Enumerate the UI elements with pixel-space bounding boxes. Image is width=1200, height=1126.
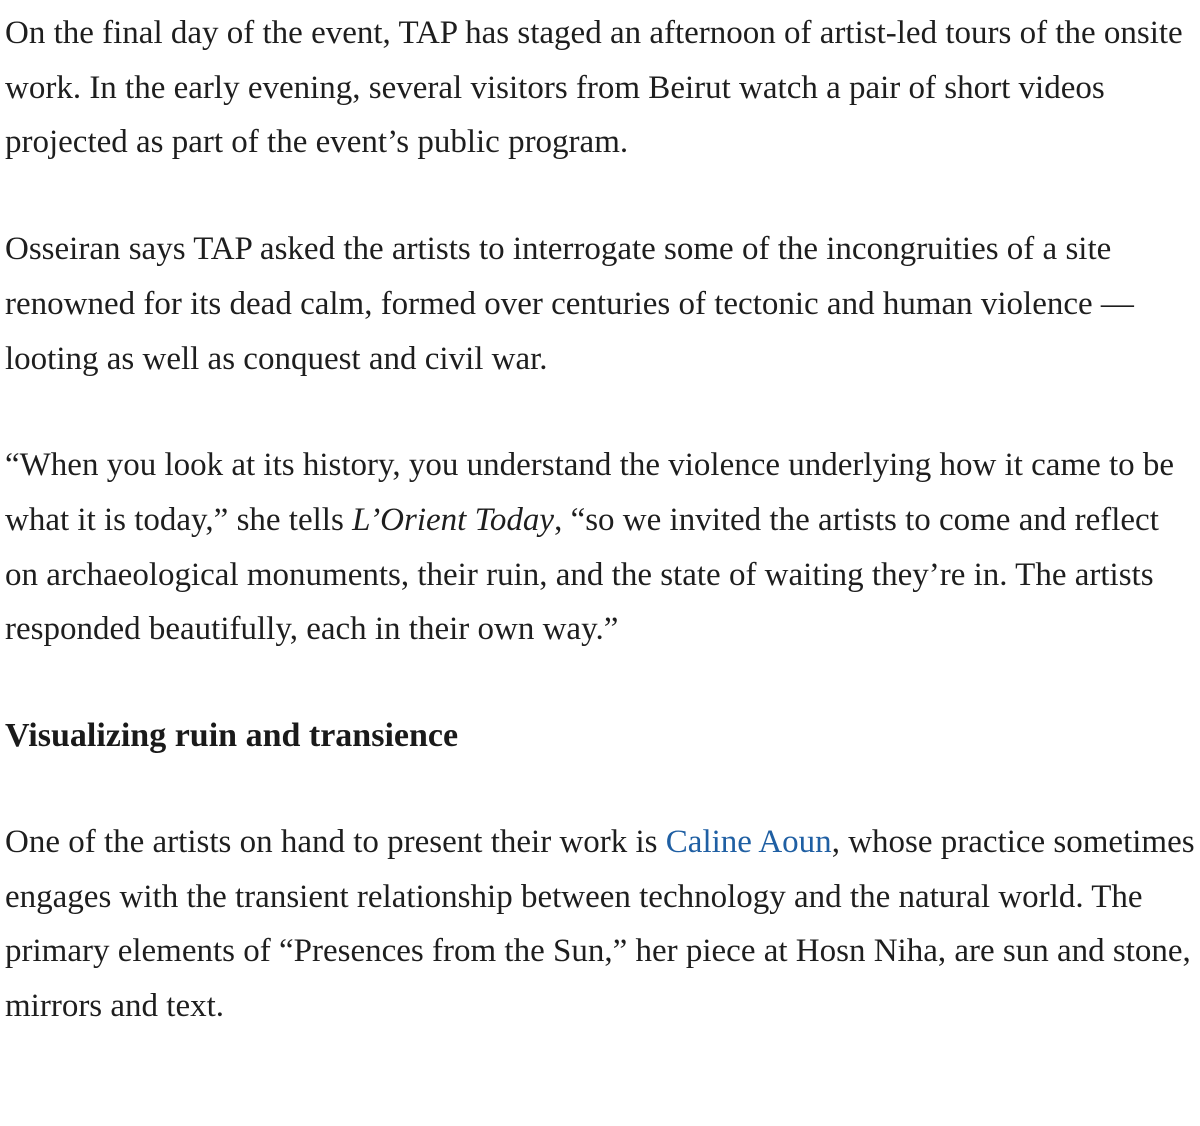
quote-text-start: “When you look at its history, you understand the violence underlying how it came to be what it is today,” she tells (5, 447, 1175, 538)
artist-link-caline-aoun[interactable]: Caline Aoun (665, 824, 832, 861)
paragraph-text-start: One of the artists on hand to present their work is (5, 824, 666, 861)
paragraph-osseiran-quote-intro: Osseiran says TAP asked the artists to interrogate some of the incongruities of a site renowned for its dead calm, formed over centuries of tectonic and human violence — looting as well as conquest and civil war. (5, 231, 1134, 377)
article-body (5, 6, 1195, 1034)
quote-text-end: , “so we invited the artists to come and reflect on archaeological monuments, their ruin, and the state of waiting they’re in. The artists responded beautifully, each in their own way.” (5, 501, 1159, 648)
section-subheading: Visualizing ruin and transience (5, 717, 459, 755)
paragraph-history-quote (5, 438, 1195, 657)
paragraph-tap-tours: On the final day of the event, TAP has staged an afternoon of artist-led tours of the onsite work. In the early evening, several visitors from Beirut watch a pair of short videos projected as part of the event’s public program. (5, 15, 1183, 161)
publication-name: L’Orient Today (352, 501, 555, 538)
paragraph-caline-aoun (5, 815, 1195, 1034)
paragraph-text-end: , whose practice sometimes engages with the transient relationship between technology and the natural world. The primary elements of “Presences from the Sun,” her piece at Hosn Niha, are sun and stone, mirrors and text. (5, 824, 1195, 1025)
